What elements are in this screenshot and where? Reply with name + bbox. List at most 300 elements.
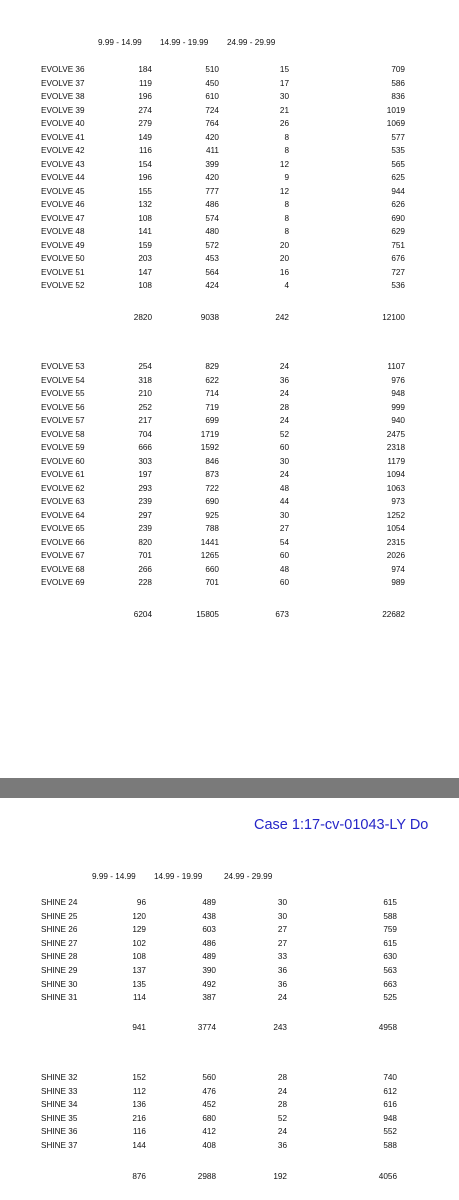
cell-value-col-1: 274 [138, 105, 152, 115]
cell-value-col-3: 36 [277, 979, 287, 989]
cell-value-col-4: 565 [391, 159, 405, 169]
cell-value-col-3: 28 [277, 1100, 287, 1110]
cell-value-col-4: 12100 [382, 313, 405, 322]
cell-value-col-4: 2318 [386, 443, 405, 452]
cell-value-col-3: 243 [273, 1023, 287, 1032]
table-row [0, 896, 459, 910]
cell-value-col-1: 96 [136, 898, 146, 907]
table-row [0, 978, 459, 992]
row-label: EVOLVE 36 [41, 65, 85, 74]
cell-value-col-3: 52 [279, 429, 289, 439]
table-row [0, 1139, 459, 1153]
column-header-2: 14.99 - 19.99 [154, 872, 203, 881]
cell-value-col-4: 2475 [386, 429, 405, 439]
table-row [0, 279, 459, 293]
table-row [0, 441, 459, 455]
table-row [0, 198, 459, 212]
cell-value-col-3: 48 [279, 483, 289, 493]
row-label: EVOLVE 42 [41, 146, 85, 155]
cell-value-col-1: 254 [138, 362, 152, 371]
cell-value-col-1: 297 [138, 510, 152, 520]
cell-value-col-4: 944 [391, 186, 405, 196]
table-row [0, 225, 459, 239]
cell-value-col-3: 24 [277, 1086, 287, 1096]
table-row [0, 185, 459, 199]
table-row [0, 455, 459, 469]
table-row [0, 576, 459, 590]
cell-value-col-2: 925 [205, 510, 219, 520]
cell-value-col-4: 740 [383, 1073, 397, 1082]
cell-value-col-1: 116 [138, 146, 152, 155]
cell-value-col-4: 1054 [386, 524, 405, 533]
cell-value-col-1: 116 [132, 1127, 146, 1137]
cell-value-col-2: 510 [205, 65, 219, 74]
cell-value-col-1: 119 [138, 78, 152, 88]
cell-value-col-3: 20 [279, 240, 289, 250]
cell-value-col-3: 60 [279, 551, 289, 560]
cell-value-col-3: 54 [279, 537, 289, 547]
cell-value-col-3: 24 [279, 362, 289, 371]
row-label: SHINE 36 [41, 1127, 78, 1137]
cell-value-col-2: 701 [205, 578, 219, 587]
cell-value-col-2: 420 [205, 173, 219, 182]
cell-value-col-2: 480 [205, 227, 219, 236]
cell-value-col-1: 144 [132, 1141, 146, 1150]
cell-value-col-2: 387 [202, 993, 216, 1003]
cell-value-col-1: 147 [138, 267, 152, 277]
cell-value-col-1: 196 [138, 173, 152, 182]
table-row [0, 522, 459, 536]
cell-value-col-2: 660 [205, 564, 219, 574]
cell-value-col-1: 318 [138, 375, 152, 385]
cell-value-col-1: 239 [138, 497, 152, 506]
row-label: EVOLVE 52 [41, 281, 85, 290]
cell-value-col-1: 210 [138, 389, 152, 398]
table-row [0, 239, 459, 253]
table-row [0, 266, 459, 280]
table-row [0, 910, 459, 924]
cell-value-col-2: 622 [205, 375, 219, 385]
cell-value-col-2: 574 [205, 213, 219, 223]
column-header-3: 24.99 - 29.99 [227, 38, 276, 47]
cell-value-col-1: 704 [138, 429, 152, 439]
cell-value-col-2: 610 [205, 92, 219, 101]
cell-value-col-2: 1592 [200, 443, 219, 452]
total-row [0, 1170, 459, 1184]
cell-value-col-4: 836 [391, 92, 405, 101]
cell-value-col-3: 8 [284, 146, 289, 155]
cell-value-col-2: 411 [205, 146, 219, 155]
row-label: SHINE 29 [41, 966, 78, 975]
row-label: EVOLVE 37 [41, 78, 85, 88]
row-label: SHINE 26 [41, 925, 78, 935]
cell-value-col-3: 30 [279, 92, 289, 101]
cell-value-col-3: 21 [279, 105, 289, 115]
table-row [0, 1098, 459, 1112]
cell-value-col-3: 52 [277, 1113, 287, 1123]
cell-value-col-4: 615 [383, 938, 397, 948]
cell-value-col-4: 1063 [386, 483, 405, 493]
cell-value-col-3: 12 [279, 186, 289, 196]
table-row [0, 937, 459, 951]
cell-value-col-2: 486 [205, 200, 219, 209]
cell-value-col-1: 279 [138, 119, 152, 128]
cell-value-col-3: 28 [279, 402, 289, 412]
cell-value-col-4: 976 [391, 375, 405, 385]
cell-value-col-2: 438 [202, 911, 216, 921]
table-row [0, 549, 459, 563]
cell-value-col-3: 30 [279, 510, 289, 520]
row-label: EVOLVE 47 [41, 213, 85, 223]
row-label: EVOLVE 61 [41, 470, 85, 479]
cell-value-col-1: 137 [132, 966, 146, 975]
cell-value-col-1: 228 [138, 578, 152, 587]
cell-value-col-2: 560 [202, 1073, 216, 1082]
row-label: SHINE 32 [41, 1073, 78, 1082]
cell-value-col-4: 1094 [386, 470, 405, 479]
cell-value-col-4: 727 [391, 267, 405, 277]
cell-value-col-3: 30 [277, 911, 287, 921]
cell-value-col-2: 2988 [197, 1172, 216, 1181]
document-page-2 [0, 798, 459, 1200]
cell-value-col-4: 563 [383, 966, 397, 975]
cell-value-col-4: 1069 [386, 119, 405, 128]
cell-value-col-4: 536 [391, 281, 405, 290]
row-label: EVOLVE 39 [41, 105, 85, 115]
cell-value-col-1: 159 [138, 240, 152, 250]
cell-value-col-4: 1252 [386, 510, 405, 520]
total-row [0, 608, 459, 622]
column-header-1: 9.99 - 14.99 [98, 38, 142, 47]
cell-value-col-4: 625 [391, 173, 405, 182]
cell-value-col-2: 873 [205, 470, 219, 479]
table-row [0, 387, 459, 401]
table-row [0, 414, 459, 428]
row-label: EVOLVE 41 [41, 132, 85, 142]
cell-value-col-1: 293 [138, 483, 152, 493]
cell-value-col-2: 489 [202, 952, 216, 962]
row-label: EVOLVE 65 [41, 524, 85, 533]
cell-value-col-4: 588 [383, 911, 397, 921]
table-row [0, 77, 459, 91]
table-row [0, 509, 459, 523]
row-label: EVOLVE 69 [41, 578, 85, 587]
table-row [0, 144, 459, 158]
table-row [0, 90, 459, 104]
cell-value-col-1: 149 [138, 132, 152, 142]
cell-value-col-2: 603 [202, 925, 216, 935]
table-row [0, 171, 459, 185]
table-row [0, 495, 459, 509]
cell-value-col-1: 108 [138, 281, 152, 290]
cell-value-col-3: 24 [279, 389, 289, 398]
cell-value-col-2: 690 [205, 497, 219, 506]
cell-value-col-3: 20 [279, 254, 289, 263]
cell-value-col-3: 27 [279, 524, 289, 533]
cell-value-col-2: 489 [202, 898, 216, 907]
cell-value-col-2: 699 [205, 416, 219, 425]
cell-value-col-2: 764 [205, 119, 219, 128]
total-row [0, 1021, 459, 1035]
table-row [0, 63, 459, 77]
cell-value-col-2: 420 [205, 132, 219, 142]
cell-value-col-4: 709 [391, 65, 405, 74]
cell-value-col-3: 4 [284, 281, 289, 290]
row-label: SHINE 28 [41, 952, 78, 962]
cell-value-col-2: 9038 [200, 313, 219, 322]
cell-value-col-4: 1019 [386, 105, 405, 115]
row-label: EVOLVE 40 [41, 119, 85, 128]
table-row [0, 563, 459, 577]
cell-value-col-2: 572 [205, 240, 219, 250]
cell-value-col-2: 846 [205, 456, 219, 466]
cell-value-col-3: 24 [277, 993, 287, 1003]
cell-value-col-4: 676 [391, 254, 405, 263]
cell-value-col-1: 666 [138, 443, 152, 452]
cell-value-col-4: 1107 [387, 362, 405, 371]
row-label: SHINE 35 [41, 1113, 78, 1123]
cell-value-col-1: 6204 [133, 610, 152, 619]
cell-value-col-4: 629 [391, 227, 405, 236]
table-row [0, 158, 459, 172]
cell-value-col-4: 948 [391, 389, 405, 398]
cell-value-col-1: 239 [138, 524, 152, 533]
cell-value-col-3: 60 [279, 578, 289, 587]
cell-value-col-4: 4056 [378, 1172, 397, 1181]
row-label: EVOLVE 60 [41, 456, 85, 466]
column-header-1: 9.99 - 14.99 [92, 872, 136, 881]
cell-value-col-2: 486 [202, 938, 216, 948]
cell-value-col-2: 1265 [200, 551, 219, 560]
cell-value-col-3: 60 [279, 443, 289, 452]
row-label: EVOLVE 53 [41, 362, 85, 371]
cell-value-col-3: 36 [277, 966, 287, 975]
cell-value-col-3: 673 [275, 610, 289, 619]
row-label: EVOLVE 54 [41, 375, 85, 385]
table-row [0, 374, 459, 388]
cell-value-col-4: 586 [391, 78, 405, 88]
cell-value-col-3: 24 [277, 1127, 287, 1137]
table-row [0, 104, 459, 118]
cell-value-col-3: 33 [277, 952, 287, 962]
row-label: SHINE 30 [41, 979, 78, 989]
row-label: SHINE 24 [41, 898, 78, 907]
cell-value-col-2: 3774 [197, 1023, 216, 1032]
cell-value-col-3: 30 [277, 898, 287, 907]
cell-value-col-1: 132 [138, 200, 152, 209]
cell-value-col-1: 701 [138, 551, 152, 560]
cell-value-col-3: 24 [279, 416, 289, 425]
row-label: EVOLVE 68 [41, 564, 85, 574]
cell-value-col-3: 30 [279, 456, 289, 466]
row-label: EVOLVE 57 [41, 416, 85, 425]
row-label: EVOLVE 66 [41, 537, 85, 547]
cell-value-col-4: 616 [383, 1100, 397, 1110]
row-label: EVOLVE 62 [41, 483, 85, 493]
cell-value-col-1: 136 [132, 1100, 146, 1110]
cell-value-col-1: 120 [132, 911, 146, 921]
row-label: SHINE 34 [41, 1100, 78, 1110]
cell-value-col-1: 154 [138, 159, 152, 169]
cell-value-col-3: 242 [275, 313, 289, 322]
cell-value-col-4: 2026 [386, 551, 405, 560]
cell-value-col-2: 564 [205, 267, 219, 277]
table-row [0, 131, 459, 145]
table-row [0, 360, 459, 374]
case-number-header: Case 1:17-cv-01043-LY Do [254, 817, 429, 833]
cell-value-col-2: 450 [205, 78, 219, 88]
cell-value-col-4: 630 [383, 952, 397, 962]
row-label: EVOLVE 49 [41, 240, 85, 250]
cell-value-col-3: 8 [284, 200, 289, 209]
cell-value-col-1: 216 [132, 1113, 146, 1123]
row-label: EVOLVE 51 [41, 267, 85, 277]
column-header-2: 14.99 - 19.99 [160, 38, 209, 47]
cell-value-col-1: 152 [132, 1073, 146, 1082]
cell-value-col-3: 15 [279, 65, 289, 74]
cell-value-col-1: 108 [132, 952, 146, 962]
cell-value-col-4: 989 [391, 578, 405, 587]
row-label: EVOLVE 59 [41, 443, 85, 452]
cell-value-col-4: 535 [391, 146, 405, 155]
cell-value-col-4: 626 [391, 200, 405, 209]
row-label: EVOLVE 56 [41, 402, 85, 412]
cell-value-col-1: 135 [132, 979, 146, 989]
row-label: EVOLVE 43 [41, 159, 85, 169]
cell-value-col-3: 36 [277, 1141, 287, 1150]
cell-value-col-2: 390 [202, 966, 216, 975]
row-label: SHINE 31 [41, 993, 78, 1003]
cell-value-col-2: 1719 [200, 429, 219, 439]
cell-value-col-1: 252 [138, 402, 152, 412]
cell-value-col-4: 2315 [386, 537, 405, 547]
cell-value-col-4: 751 [391, 240, 405, 250]
cell-value-col-1: 155 [138, 186, 152, 196]
row-label: EVOLVE 67 [41, 551, 85, 560]
cell-value-col-2: 492 [202, 979, 216, 989]
cell-value-col-4: 1179 [387, 456, 405, 466]
cell-value-col-4: 612 [383, 1086, 397, 1096]
cell-value-col-4: 999 [391, 402, 405, 412]
cell-value-col-4: 759 [383, 925, 397, 935]
table-row [0, 428, 459, 442]
cell-value-col-4: 4958 [378, 1023, 397, 1032]
cell-value-col-4: 690 [391, 213, 405, 223]
row-label: SHINE 33 [41, 1086, 78, 1096]
cell-value-col-4: 663 [383, 979, 397, 989]
cell-value-col-1: 129 [132, 925, 146, 935]
row-label: EVOLVE 58 [41, 429, 85, 439]
cell-value-col-2: 724 [205, 105, 219, 115]
cell-value-col-1: 114 [132, 993, 146, 1003]
cell-value-col-3: 27 [277, 938, 287, 948]
cell-value-col-3: 12 [279, 159, 289, 169]
cell-value-col-3: 27 [277, 925, 287, 935]
row-label: EVOLVE 64 [41, 510, 85, 520]
cell-value-col-1: 303 [138, 456, 152, 466]
column-header-3: 24.99 - 29.99 [224, 872, 273, 881]
cell-value-col-1: 217 [138, 416, 152, 425]
table-row [0, 536, 459, 550]
cell-value-col-4: 552 [383, 1127, 397, 1137]
total-row [0, 311, 459, 325]
cell-value-col-3: 26 [279, 119, 289, 128]
row-label: EVOLVE 48 [41, 227, 85, 236]
cell-value-col-1: 941 [132, 1023, 146, 1032]
cell-value-col-2: 1441 [200, 537, 219, 547]
cell-value-col-2: 412 [202, 1127, 216, 1137]
cell-value-col-2: 714 [205, 389, 219, 398]
row-label: EVOLVE 46 [41, 200, 85, 209]
cell-value-col-1: 2820 [133, 313, 152, 322]
table-row [0, 991, 459, 1005]
cell-value-col-1: 196 [138, 92, 152, 101]
row-label: EVOLVE 50 [41, 254, 85, 263]
cell-value-col-4: 22682 [382, 610, 405, 619]
cell-value-col-2: 399 [205, 159, 219, 169]
cell-value-col-2: 719 [205, 402, 219, 412]
cell-value-col-3: 28 [277, 1073, 287, 1082]
row-label: EVOLVE 44 [41, 173, 85, 182]
table-row [0, 1125, 459, 1139]
cell-value-col-1: 184 [138, 65, 152, 74]
cell-value-col-2: 408 [202, 1141, 216, 1150]
row-label: EVOLVE 63 [41, 497, 85, 506]
cell-value-col-1: 266 [138, 564, 152, 574]
cell-value-col-2: 476 [202, 1086, 216, 1096]
row-label: EVOLVE 45 [41, 186, 85, 196]
cell-value-col-4: 615 [383, 898, 397, 907]
cell-value-col-3: 192 [273, 1172, 287, 1181]
table-row [0, 401, 459, 415]
row-label: SHINE 27 [41, 938, 78, 948]
cell-value-col-3: 16 [279, 267, 289, 277]
row-label: EVOLVE 55 [41, 389, 85, 398]
table-row [0, 1071, 459, 1085]
cell-value-col-3: 24 [279, 470, 289, 479]
cell-value-col-2: 777 [205, 186, 219, 196]
row-label: SHINE 25 [41, 911, 78, 921]
cell-value-col-1: 820 [138, 537, 152, 547]
cell-value-col-1: 141 [138, 227, 152, 236]
table-row [0, 1112, 459, 1126]
cell-value-col-3: 48 [279, 564, 289, 574]
cell-value-col-1: 108 [138, 213, 152, 223]
cell-value-col-1: 112 [132, 1086, 146, 1096]
cell-value-col-4: 973 [391, 497, 405, 506]
cell-value-col-4: 940 [391, 416, 405, 425]
row-label: EVOLVE 38 [41, 92, 85, 101]
cell-value-col-2: 15805 [196, 610, 219, 619]
cell-value-col-3: 8 [284, 213, 289, 223]
cell-value-col-2: 452 [202, 1100, 216, 1110]
cell-value-col-3: 8 [284, 227, 289, 236]
table-row [0, 212, 459, 226]
cell-value-col-2: 424 [205, 281, 219, 290]
cell-value-col-2: 788 [205, 524, 219, 533]
cell-value-col-1: 876 [132, 1172, 146, 1181]
table-row [0, 1085, 459, 1099]
table-row [0, 482, 459, 496]
table-row [0, 964, 459, 978]
table-row [0, 923, 459, 937]
cell-value-col-1: 102 [132, 938, 146, 948]
table-row [0, 468, 459, 482]
cell-value-col-3: 17 [279, 78, 289, 88]
cell-value-col-2: 722 [205, 483, 219, 493]
cell-value-col-1: 197 [138, 470, 152, 479]
cell-value-col-1: 203 [138, 254, 152, 263]
